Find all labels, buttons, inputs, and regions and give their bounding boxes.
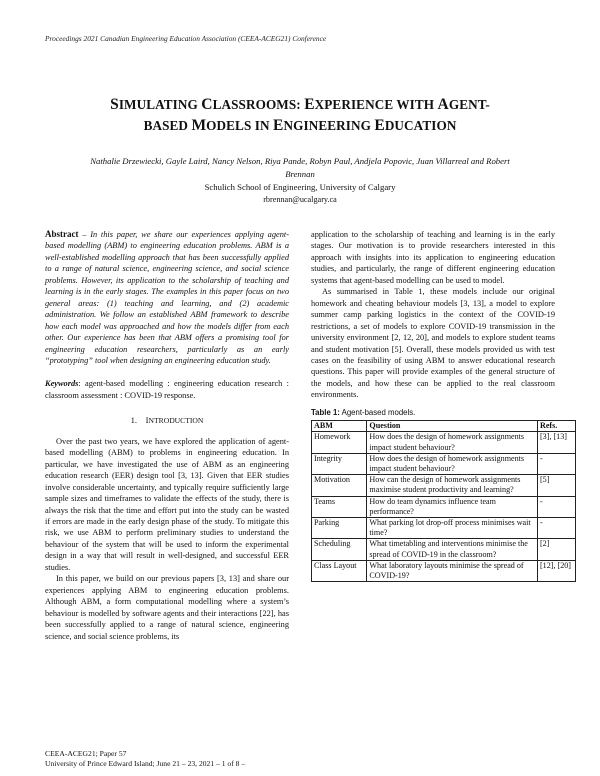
abstract-text: – In this paper, we share our experiences applying agent-based modelling (ABM) to engineering education problems. ABM is a well-established modelling approach that has been successfully applied to a range of natural science, engineering science, and social science problems. However, its application to the scholarship of teaching and learning is in the early stages. The examples in this paper focus on two general areas: (1) teaching and learning, and (2) academic administration. We follow an established ABM framework to describe how each model was approached and how the models differ from each other. Our experience has been that ABM offers a promising tool for engineering education researchers, particularly as an early “prototyping” tool when designing an engineering education study. (45, 230, 289, 365)
body-paragraph: As summarised in Table 1, these models include our original homework and cheating behaviour models [3, 13], a model to explore summer camp parking logistics in the context of the COVID-19 restrictions, a set of models to explore COVID-19 transmission in the university environment [2, 12, 20], and models to explore student teams and student motivation [5]. Overall, these models provided us with test cases on the feasibility of using ABM to answer educational research questions. This paper will provide examples of the general structure of the models, and how these can be applied to the real classroom environments. (311, 287, 555, 400)
section-heading-introduction: 1. INTRODUCTION (130, 415, 204, 426)
right-column (311, 229, 571, 582)
table-cell: - (537, 518, 575, 539)
footer-line-2: University of Prince Edward Island; June 21 – 23, 2021 – 1 of 8 – (45, 758, 246, 768)
table-row (312, 518, 576, 539)
table-cell: [12], [20] (537, 560, 575, 581)
table-header-row (312, 421, 576, 432)
table-cell: Motivation (312, 475, 367, 496)
table-cell: Integrity (312, 453, 367, 474)
table-cell: Scheduling (312, 539, 367, 560)
table-cell: How do team dynamics influence team performance? (367, 496, 538, 517)
table-row (312, 432, 576, 453)
footer-line-1: CEEA-ACEG21; Paper 57 (45, 749, 127, 758)
table-cell: What parking lot drop-off process minimises wait time? (367, 518, 538, 539)
running-header: Proceedings 2021 Canadian Engineering Education Association (CEEA-ACEG21) Conference (45, 34, 327, 43)
table-cell: [2] (537, 539, 575, 560)
contact-email: rbrennan@ucalgary.ca (263, 195, 337, 204)
table-cell: How can the design of homework assignments maximise student productivity and learning? (367, 475, 538, 496)
title-line-1: SIMULATING CLASSROOMS: EXPERIENCE WITH AGENT- (110, 96, 490, 113)
table-cell: How does the design of homework assignments impact student behaviour? (367, 432, 538, 453)
keywords-text: : agent-based modelling : engineering education research : classroom assessment : COVID-19 response. (45, 379, 289, 400)
body-paragraph: Over the past two years, we have explored the application of agent-based modelling (ABM) to problems in engineering education. In particular, we have investigated the use of ABM as an engineering education research (EER) design tool [3, 13]. Given that EER studies involve considerable uncertainty, and typically require sufficiently large sample sizes and timeframes to validate the effects of the study, there is always the risk that the time and effort put into the study can be wasted if errors are made in the early design phase of the study. To mitigate this risk, we use ABM to perform preliminary studies to understand the behaviour of the system that will be used to inform the experimental design in a way that will result in well-designed, and successful EER studies. (45, 436, 289, 572)
table-cell: [3], [13] (537, 432, 575, 453)
author-list: Nathalie Drzewiecki, Gayle Laird, Nancy Nelson, Riya Pande, Robyn Paul, Andjela Popovic, Juan Villarreal and Robert Brennan (90, 156, 510, 179)
table-header-cell: Question (367, 421, 538, 432)
table-caption: Table 1: Agent-based models. (311, 407, 416, 417)
table-row (312, 560, 576, 581)
abstract (45, 229, 289, 366)
abm-table (311, 420, 576, 582)
table-row (312, 475, 576, 496)
affiliation: Schulich School of Engineering, University of Calgary (204, 182, 396, 192)
table-cell: - (537, 496, 575, 517)
title-line-2: BASED MODELS IN ENGINEERING EDUCATION (143, 117, 457, 134)
table-cell: - (537, 453, 575, 474)
table-cell: Homework (312, 432, 367, 453)
page-footer (45, 749, 445, 768)
table-header-cell: Refs. (537, 421, 575, 432)
body-paragraph: application to the scholarship of teaching and learning is in the early stages. Our motivation is to provide researchers interested in this approach with insights into its application to engineering education studies, and particularly, the range of different engineering education systems that agent-based modelling can be used to model. (311, 230, 555, 285)
keywords-label: Keywords (45, 379, 79, 389)
table-row (312, 453, 576, 474)
table-row (312, 539, 576, 560)
left-column (45, 229, 289, 642)
body-paragraph: In this paper, we build on our previous papers [3, 13] and share our experiences applying ABM to engineering education problems. Although ABM, a form computational modelling where a system’s behaviour is modelled by software agents and their interactions [22], has been successfully applied to a range of natural science, engineering science, and social science problems, its (45, 574, 289, 641)
table-row (312, 496, 576, 517)
table-cell: What timetabling and interventions minimise the spread of COVID-19 in the classroom? (367, 539, 538, 560)
paper-title (70, 94, 530, 136)
table-cell: How does the design of homework assignments impact student behaviour? (367, 453, 538, 474)
table-cell: Class Layout (312, 560, 367, 581)
abstract-label: Abstract (45, 229, 79, 239)
table-cell: What laboratory layouts minimise the spread of COVID-19? (367, 560, 538, 581)
keywords (45, 378, 289, 401)
table-cell: Teams (312, 496, 367, 517)
table-cell: Parking (312, 518, 367, 539)
table-cell: [5] (537, 475, 575, 496)
table-header-cell: ABM (312, 421, 367, 432)
